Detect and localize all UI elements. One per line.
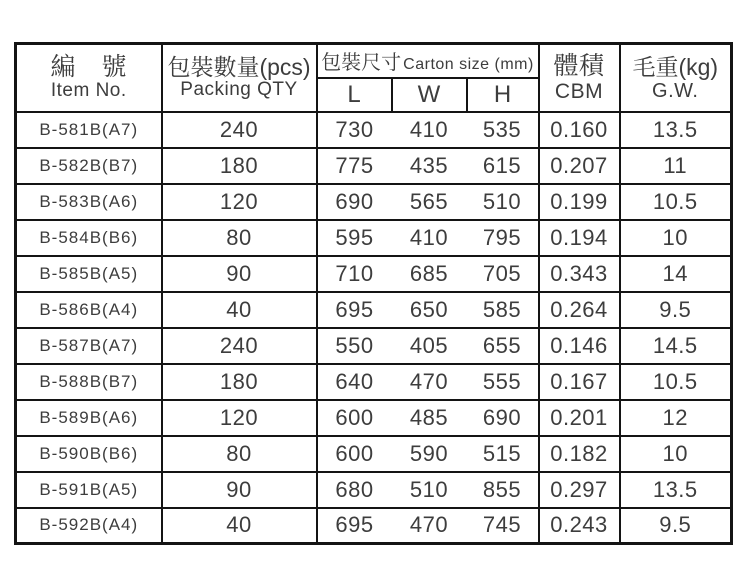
item-no-cell: B-592B(A4) (16, 508, 162, 544)
header-carton-size-en: Carton size (mm) (403, 56, 534, 74)
header-packing-qty-en: Packing QTY (180, 79, 298, 101)
cbm-cell: 0.207 (539, 148, 620, 184)
item-no-cell: B-590B(B6) (16, 436, 162, 472)
carton-height-cell: 855 (467, 472, 539, 508)
gross-weight-cell: 14.5 (620, 328, 732, 364)
table-row (16, 364, 732, 400)
cbm-cell: 0.167 (539, 364, 620, 400)
item-no-cell: B-586B(A4) (16, 292, 162, 328)
carton-length-cell: 695 (317, 292, 392, 328)
carton-length-cell: 640 (317, 364, 392, 400)
carton-height-cell: 690 (467, 400, 539, 436)
carton-height-cell: 745 (467, 508, 539, 544)
packing-qty-cell: 90 (162, 256, 317, 292)
carton-length-cell: 775 (317, 148, 392, 184)
carton-width-cell: 405 (392, 328, 467, 364)
carton-length-cell: 595 (317, 220, 392, 256)
header-cbm (539, 44, 620, 112)
carton-height-cell: 515 (467, 436, 539, 472)
table-row (16, 256, 732, 292)
cbm-cell: 0.160 (539, 112, 620, 148)
table-row (16, 328, 732, 364)
carton-height-cell: 535 (467, 112, 539, 148)
table-row (16, 508, 732, 544)
cbm-cell: 0.243 (539, 508, 620, 544)
table-row (16, 148, 732, 184)
table-row (16, 112, 732, 148)
packing-qty-cell: 240 (162, 112, 317, 148)
header-dim-w: W (392, 78, 467, 112)
cbm-cell: 0.343 (539, 256, 620, 292)
carton-length-cell: 600 (317, 436, 392, 472)
header-item-no-zh: 編 號 (50, 53, 127, 82)
cbm-cell: 0.201 (539, 400, 620, 436)
cbm-cell: 0.264 (539, 292, 620, 328)
packing-qty-cell: 120 (162, 184, 317, 220)
carton-length-cell: 690 (317, 184, 392, 220)
cbm-cell: 0.182 (539, 436, 620, 472)
item-no-cell: B-591B(A5) (16, 472, 162, 508)
carton-width-cell: 510 (392, 472, 467, 508)
carton-height-cell: 615 (467, 148, 539, 184)
gross-weight-cell: 9.5 (620, 508, 732, 544)
header-packing-qty (162, 44, 317, 112)
carton-width-cell: 470 (392, 508, 467, 544)
gross-weight-cell: 9.5 (620, 292, 732, 328)
gross-weight-cell: 12 (620, 400, 732, 436)
header-carton-size-zh: 包裝尺寸 (321, 52, 402, 75)
header-dim-h: H (467, 78, 539, 112)
packing-qty-cell: 180 (162, 148, 317, 184)
table-row (16, 220, 732, 256)
item-no-cell: B-581B(A7) (16, 112, 162, 148)
packing-spec-table (14, 42, 733, 545)
header-dim-l: L (317, 78, 392, 112)
table-row (16, 472, 732, 508)
item-no-cell: B-587B(A7) (16, 328, 162, 364)
packing-qty-cell: 120 (162, 400, 317, 436)
header-gross-weight-en: G.W. (652, 79, 699, 102)
carton-height-cell: 585 (467, 292, 539, 328)
carton-width-cell: 470 (392, 364, 467, 400)
cbm-cell: 0.146 (539, 328, 620, 364)
table-row (16, 436, 732, 472)
item-no-cell: B-589B(A6) (16, 400, 162, 436)
item-no-cell: B-583B(A6) (16, 184, 162, 220)
carton-height-cell: 555 (467, 364, 539, 400)
cbm-cell: 0.297 (539, 472, 620, 508)
cbm-cell: 0.194 (539, 220, 620, 256)
packing-qty-cell: 80 (162, 220, 317, 256)
item-no-cell: B-585B(A5) (16, 256, 162, 292)
gross-weight-cell: 10 (620, 436, 732, 472)
carton-length-cell: 600 (317, 400, 392, 436)
carton-length-cell: 710 (317, 256, 392, 292)
carton-length-cell: 550 (317, 328, 392, 364)
carton-length-cell: 695 (317, 508, 392, 544)
carton-height-cell: 795 (467, 220, 539, 256)
carton-width-cell: 685 (392, 256, 467, 292)
carton-width-cell: 410 (392, 220, 467, 256)
header-cbm-en: CBM (554, 80, 604, 104)
carton-length-cell: 730 (317, 112, 392, 148)
gross-weight-cell: 10.5 (620, 364, 732, 400)
item-no-cell: B-584B(B6) (16, 220, 162, 256)
packing-qty-cell: 240 (162, 328, 317, 364)
table-row (16, 292, 732, 328)
header-cbm-zh: 體積 (553, 52, 605, 81)
carton-height-cell: 510 (467, 184, 539, 220)
table-header (16, 44, 732, 112)
packing-qty-cell: 90 (162, 472, 317, 508)
header-item-no (16, 44, 162, 112)
gross-weight-cell: 14 (620, 256, 732, 292)
cbm-cell: 0.199 (539, 184, 620, 220)
carton-width-cell: 565 (392, 184, 467, 220)
packing-qty-cell: 40 (162, 292, 317, 328)
carton-width-cell: 485 (392, 400, 467, 436)
carton-width-cell: 435 (392, 148, 467, 184)
gross-weight-cell: 13.5 (620, 112, 732, 148)
carton-height-cell: 655 (467, 328, 539, 364)
item-no-cell: B-582B(B7) (16, 148, 162, 184)
gross-weight-cell: 10 (620, 220, 732, 256)
carton-width-cell: 650 (392, 292, 467, 328)
carton-width-cell: 590 (392, 436, 467, 472)
header-gross-weight (620, 44, 732, 112)
header-carton-size (317, 44, 539, 78)
gross-weight-cell: 13.5 (620, 472, 732, 508)
carton-height-cell: 705 (467, 256, 539, 292)
gross-weight-cell: 11 (620, 148, 732, 184)
header-item-no-en: Item No. (50, 80, 127, 102)
gross-weight-cell: 10.5 (620, 184, 732, 220)
packing-qty-cell: 180 (162, 364, 317, 400)
table-row (16, 184, 732, 220)
header-packing-qty-zh: 包裝數量(pcs) (167, 54, 311, 81)
header-gross-weight-zh: 毛重(kg) (632, 53, 719, 80)
packing-qty-cell: 40 (162, 508, 317, 544)
packing-qty-cell: 80 (162, 436, 317, 472)
carton-length-cell: 680 (317, 472, 392, 508)
carton-width-cell: 410 (392, 112, 467, 148)
item-no-cell: B-588B(B7) (16, 364, 162, 400)
table-body (16, 112, 732, 544)
table-row (16, 400, 732, 436)
